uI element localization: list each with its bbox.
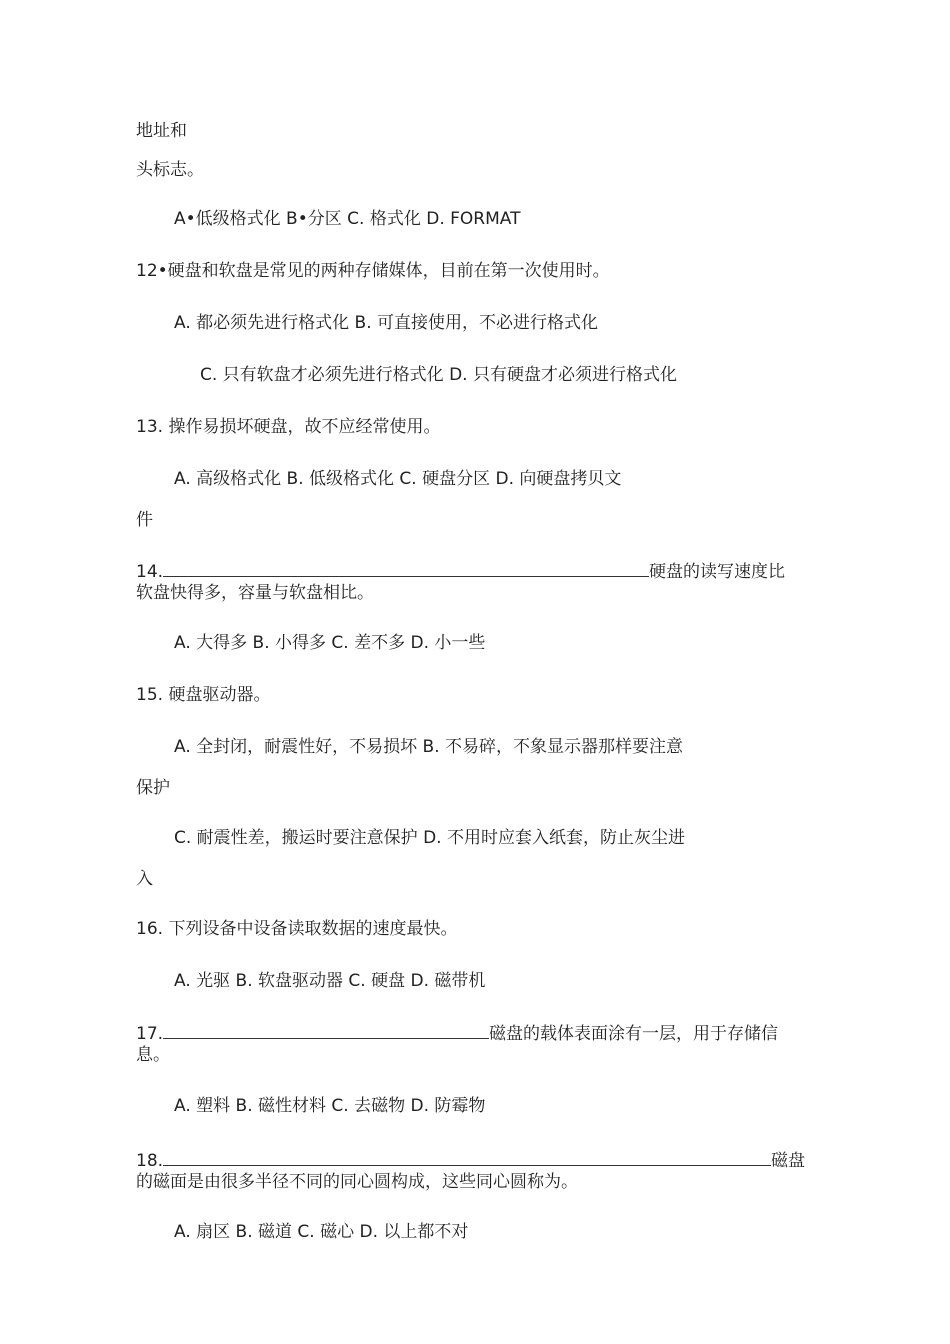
q15-options-cd: C. 耐震性差，搬运时要注意保护 D. 不用时应套入纸套，防止灰尘进 bbox=[174, 828, 685, 848]
q12-options-cd: C. 只有软盘才必须先进行格式化 D. 只有硬盘才必须进行格式化 bbox=[200, 365, 677, 385]
text-line: 地址和 bbox=[136, 121, 187, 141]
q15-stem: 15. 硬盘驱动器。 bbox=[136, 685, 271, 705]
question-text: 磁盘的载体表面涂有一层，用于存储信 bbox=[489, 1024, 779, 1044]
q18-stem bbox=[136, 1149, 805, 1171]
q12-stem: 12•硬盘和软盘是常见的两种存储媒体，目前在第一次使用时。 bbox=[136, 261, 610, 281]
text-line: 保护 bbox=[136, 778, 170, 798]
q17-options: A. 塑料 B. 磁性材料 C. 去磁物 D. 防霉物 bbox=[174, 1096, 486, 1116]
question-number: 18. bbox=[136, 1151, 164, 1171]
text-line: 软盘快得多，容量与软盘相比。 bbox=[136, 583, 374, 603]
text-line: 件 bbox=[136, 510, 153, 530]
q18-options: A. 扇区 B. 磁道 C. 磁心 D. 以上都不对 bbox=[174, 1222, 469, 1242]
question-number: 14. bbox=[136, 562, 164, 582]
q14-options: A. 大得多 B. 小得多 C. 差不多 D. 小一些 bbox=[174, 633, 486, 653]
text-line: 的磁面是由很多半径不同的同心圆构成，这些同心圆称为。 bbox=[136, 1172, 578, 1192]
q13-options: A. 高级格式化 B. 低级格式化 C. 硬盘分区 D. 向硬盘拷贝文 bbox=[174, 469, 622, 489]
q13-stem: 13. 操作易损坏硬盘，故不应经常使用。 bbox=[136, 417, 441, 437]
q15-options-ab: A. 全封闭，耐震性好，不易损坏 B. 不易碎，不象显示器那样要注意 bbox=[174, 737, 684, 757]
q17-stem bbox=[136, 1022, 778, 1044]
answer-blank bbox=[163, 560, 649, 577]
q11-options: A•低级格式化 B•分区 C. 格式化 D. FORMAT bbox=[174, 209, 521, 229]
answer-blank bbox=[163, 1149, 771, 1166]
q12-options-ab: A. 都必须先进行格式化 B. 可直接使用，不必进行格式化 bbox=[174, 313, 599, 333]
text-line: 息。 bbox=[136, 1045, 170, 1065]
text-line: 头标志。 bbox=[136, 160, 204, 180]
q16-stem: 16. 下列设备中设备读取数据的速度最快。 bbox=[136, 919, 458, 939]
question-text: 磁盘 bbox=[771, 1151, 806, 1171]
text-line: 入 bbox=[136, 869, 153, 889]
answer-blank bbox=[163, 1022, 489, 1039]
question-number: 17. bbox=[136, 1024, 164, 1044]
q14-stem bbox=[136, 560, 785, 582]
q16-options: A. 光驱 B. 软盘驱动器 C. 硬盘 D. 磁带机 bbox=[174, 971, 486, 991]
question-text: 硬盘的读写速度比 bbox=[649, 562, 786, 582]
